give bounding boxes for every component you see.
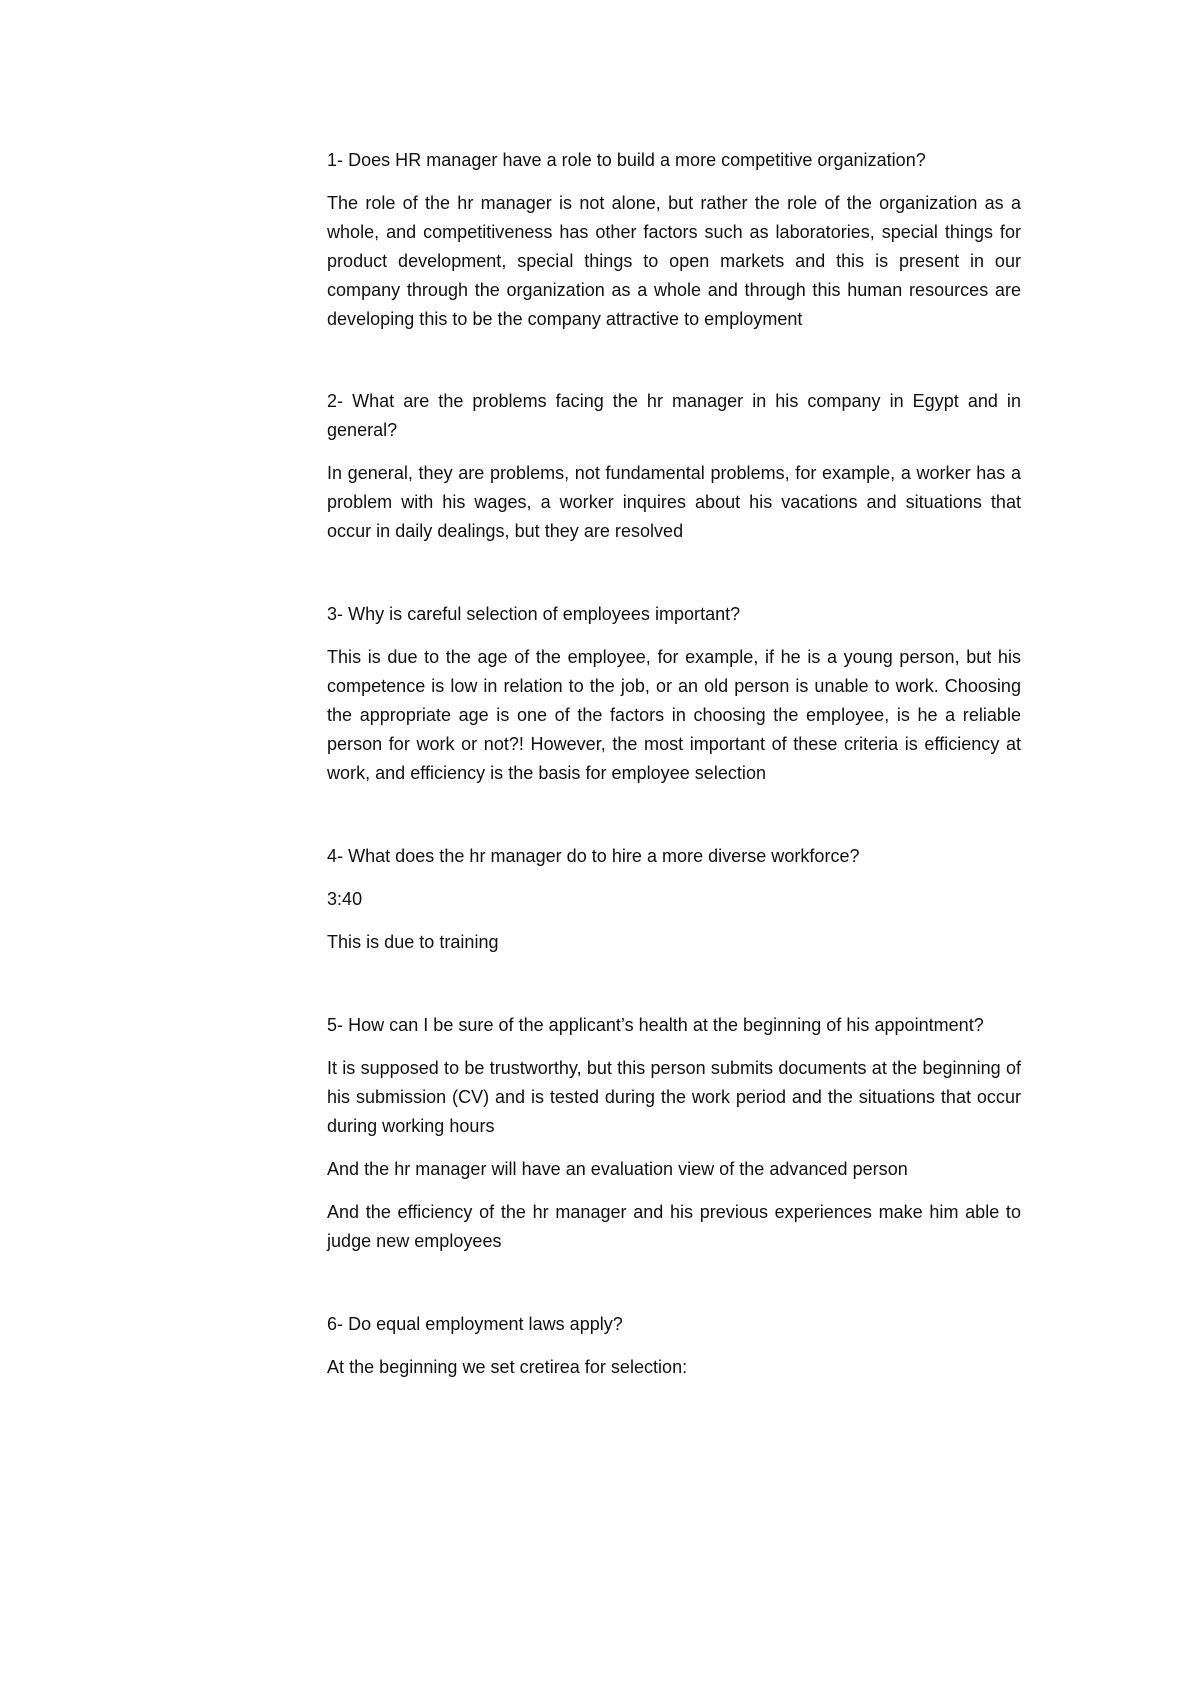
qa-section-2 [327, 387, 1021, 546]
document-body [327, 146, 1021, 1396]
question-2: 2- What are the problems facing the hr manager in his company in Egypt and in general? [327, 391, 1021, 440]
answer-4-text: This is due to training [327, 932, 499, 952]
qa-section-3 [327, 600, 1021, 788]
qa-section-1 [327, 146, 1021, 334]
answer-3: This is due to the age of the employee, for example, if he is a young person, but his competence is low in relation to the job, or an old person is unable to work. Choosing the appropriate age is one of the factors in choosing the employee, is he a reliable person for work or not?! However, the most important of these criteria is efficiency at work, and efficiency is the basis for employee selection [327, 647, 1021, 783]
question-5: 5- How can I be sure of the applicant’s health at the beginning of his appointment? [327, 1015, 984, 1035]
answer-5-part-3: And the efficiency of the hr manager and his previous experiences make him able to judge new employees [327, 1202, 1021, 1251]
answer-5-part-1: It is supposed to be trustworthy, but this person submits documents at the beginning of his submission (CV) and is tested during the work period and the situations that occur during working hours [327, 1058, 1021, 1136]
answer-4-time: 3:40 [327, 889, 363, 909]
answer-1: The role of the hr manager is not alone, but rather the role of the organization as a whole, and competitiveness has other factors such as laboratories, special things for product development, special things to open markets and this is present in our company through the organization as a whole and through this human resources are developing this to be the company attractive to employment [327, 193, 1021, 329]
qa-section-4 [327, 842, 1021, 957]
qa-section-5 [327, 1011, 1021, 1256]
answer-6: At the beginning we set cretirea for selection: [327, 1357, 688, 1377]
question-1: 1- Does HR manager have a role to build a more competitive organization? [327, 150, 926, 170]
answer-2: In general, they are problems, not fundamental problems, for example, a worker has a problem with his wages, a worker inquires about his vacations and situations that occur in daily dealings, but they are resolved [327, 463, 1021, 541]
answer-5-part-2: And the hr manager will have an evaluation view of the advanced person [327, 1159, 908, 1179]
qa-section-6 [327, 1310, 1021, 1382]
question-4: 4- What does the hr manager do to hire a more diverse workforce? [327, 846, 860, 866]
question-6: 6- Do equal employment laws apply? [327, 1314, 623, 1334]
question-3: 3- Why is careful selection of employees important? [327, 604, 741, 624]
